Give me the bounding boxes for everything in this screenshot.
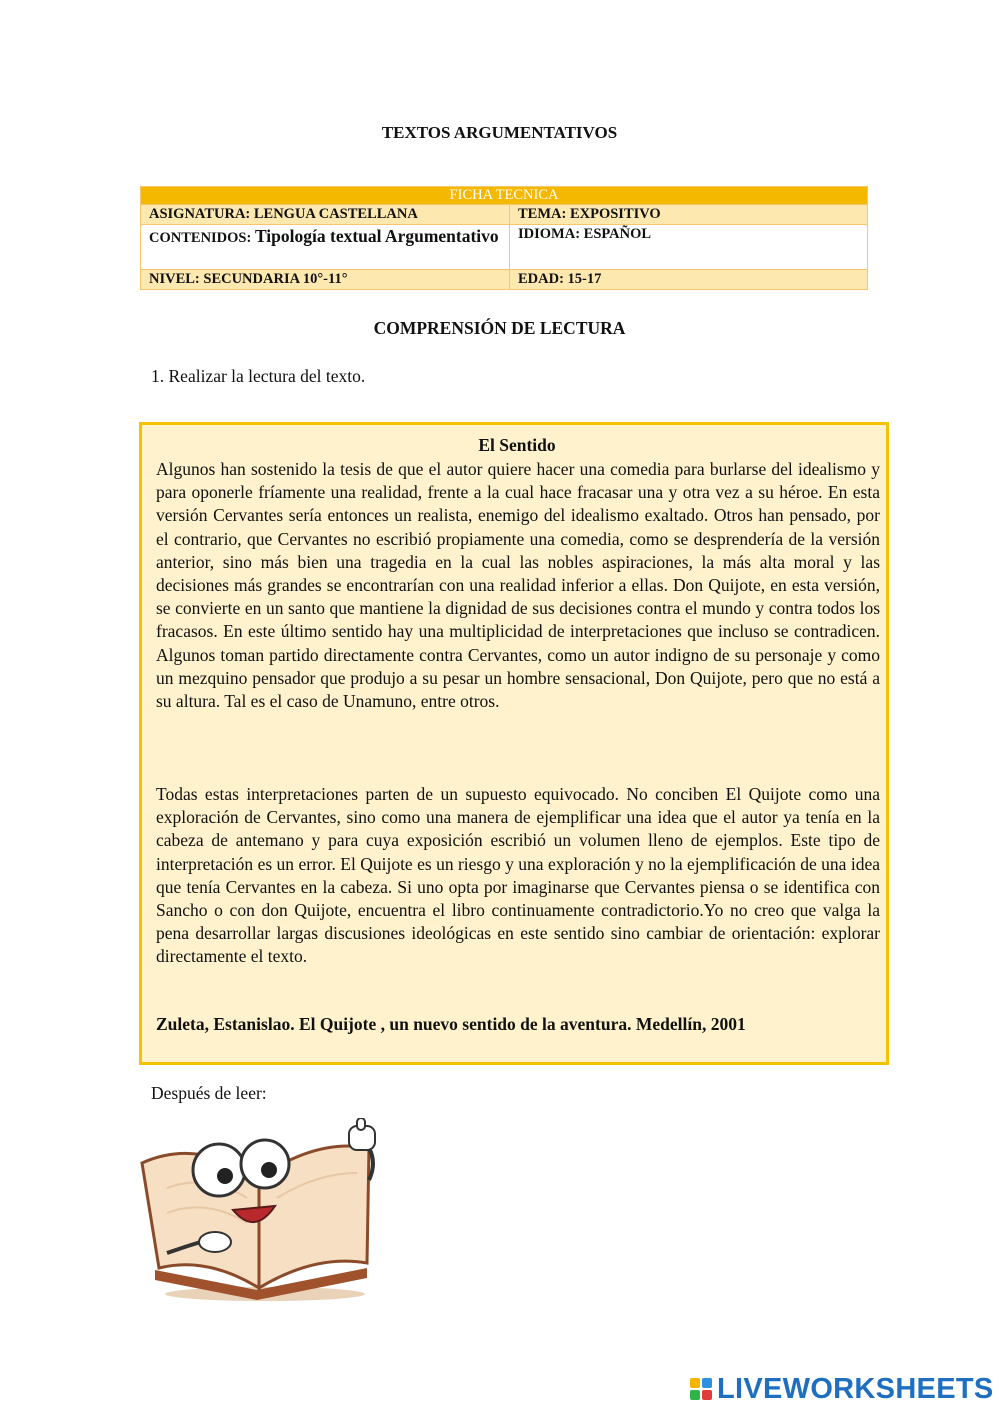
section-title: COMPRENSIÓN DE LECTURA [373, 318, 626, 338]
contenidos-label: CONTENIDOS: [149, 230, 252, 246]
happy-book-mascot-icon [137, 1118, 387, 1303]
idioma-cell: IDIOMA: ESPAÑOL [510, 225, 868, 270]
reading-paragraph-1: Algunos han sostenido la tesis de que el autor quiere hacer una comedia para burlarse del idealismo y para oponerle fríamente una realidad, frente a la cual hace fracasar una y otra vez a su héroe. En esta versión Cervantes sería entonces un realista, enemigo del idealismo exaltado. Otros han pensado, por el contrario, que Cervantes no escribió propiamente una comedia, como se desprendería de la versión anterior, sino más bien una tragedia en la cual las nobles aspiraciones, la más alta moral y las decisiones más grandes se encontrarían con una realidad inferior a ellas. Don Quijote, en esta versión, se convierte en un santo que mantiene la dignidad de sus decisiones contra el mundo y contra todos los fracasos. En este último sentido hay una multiplicidad de interpretaciones que incluso se contradicen. Algunos toman partido directamente contra Cervantes, como un autor indigno de su personaje y como un mezquino pensador que produjo a su pesar un hombre sensacional, Don Quijote, pero que no está a su altura. Tal es el caso de Unamuno, entre otros. [156, 459, 880, 712]
liveworksheets-logo [690, 1372, 994, 1406]
document-title: TEXTOS ARGUMENTATIVOS [381, 123, 618, 142]
nivel-cell: NIVEL: SECUNDARIA 10°-11° [141, 270, 510, 290]
reading-title: El Sentido [478, 435, 556, 455]
logo-text: LIVEWORKSHEETS [717, 1372, 994, 1405]
ficha-tecnica-table [140, 186, 868, 290]
asignatura-cell: ASIGNATURA: LENGUA CASTELLANA [141, 205, 510, 225]
contenidos-value: Tipología textual Argumentativo [254, 226, 499, 246]
logo-mark-icon [690, 1378, 712, 1400]
tema-cell: TEMA: EXPOSITIVO [510, 205, 868, 225]
reading-paragraph-2: Todas estas interpretaciones parten de un supuesto equivocado. No conciben El Quijote como una exploración de Cervantes, sino como una manera de ejemplificar una idea que el autor ya tenía en la cabeza de antemano y para cuya exposición escribió un volumen lleno de ejemplos. Este tipo de interpretación es un error. El Quijote es un riesgo y una exploración y no la ejemplificación de una idea que tenía Cervantes en la cabeza. Si uno opta por imaginarse que Cervantes piensa o se identifica con Sancho o con don Quijote, encuentra el libro continuamente contradictorio.Yo no creo que valga la pena desarrollar largas discusiones ideológicas en este sentido sino cambiar de orientación: explorar directamente el texto. [156, 784, 880, 967]
edad-cell: EDAD: 15-17 [510, 270, 868, 290]
after-reading-label: Después de leer: [151, 1083, 267, 1103]
reading-citation: Zuleta, Estanislao. El Quijote , un nuevo sentido de la aventura. Medellín, 2001 [156, 1014, 746, 1034]
instruction-text: 1. Realizar la lectura del texto. [151, 366, 366, 386]
ficha-header: FICHA TECNICA [141, 187, 868, 205]
contenidos-cell [141, 225, 510, 270]
